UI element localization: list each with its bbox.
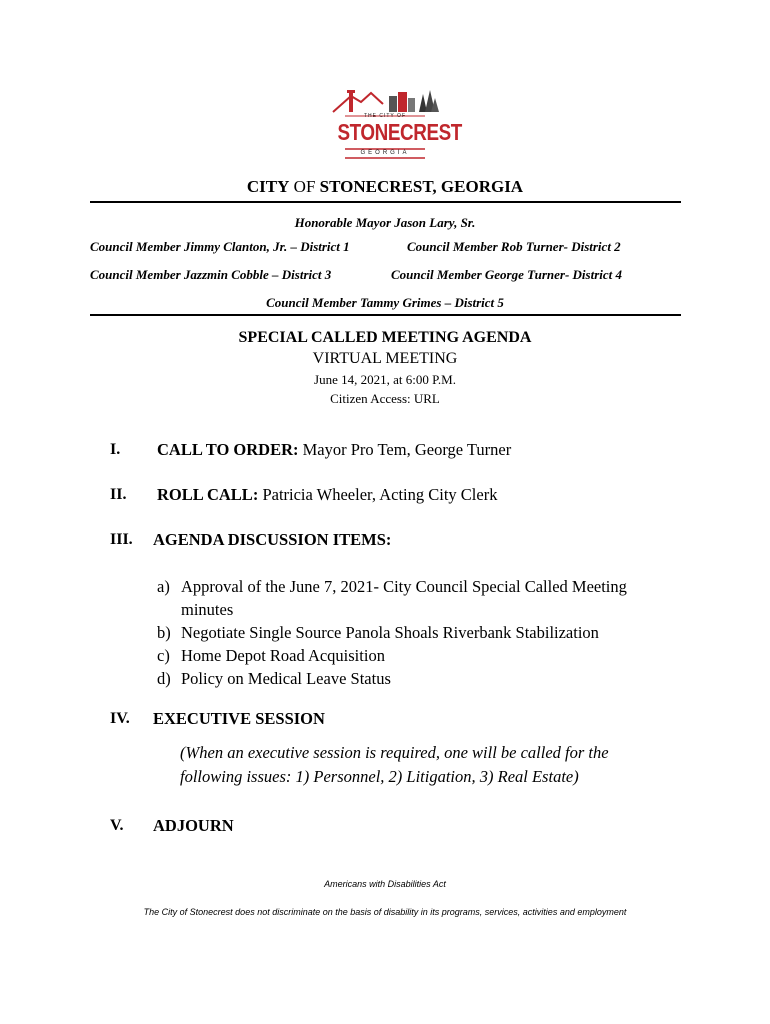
list-item-text: Approval of the June 7, 2021- City Council Special Called Meeting minutes [181, 577, 627, 619]
council-d3: Council Member Jazzmin Cobble – District 3 [90, 267, 332, 282]
list-item [157, 667, 677, 690]
council-d5: Council Member Tammy Grimes – District 5 [266, 295, 504, 310]
council-d2: Council Member Rob Turner- District 2 [407, 239, 621, 254]
page-title: CITY OF STONECREST, GEORGIA [246, 177, 524, 196]
item-roll-call: ROLL CALL: Patricia Wheeler, Acting City Clerk [157, 485, 498, 504]
executive-session-note: (When an executive session is required, one will be called for the following issues: 1) Personnel, 2) Litigation, 3) Real Estate) [180, 743, 609, 786]
item-iii-number: III. [110, 531, 133, 548]
discussion-items-list [157, 575, 677, 690]
footer-ada: Americans with Disabilities Act [324, 879, 446, 889]
item-i-number: I. [110, 441, 121, 458]
logo-city-name: STONECREST [337, 119, 462, 145]
list-item-text: Policy on Medical Leave Status [181, 669, 391, 688]
list-item-label: a) [157, 577, 170, 596]
header-rule-top [90, 201, 681, 203]
mayor-line: Honorable Mayor Jason Lary, Sr. [294, 215, 476, 230]
item-discussion-heading: AGENDA DISCUSSION ITEMS: [153, 530, 392, 549]
list-item-label: d) [157, 669, 171, 688]
item-adjourn: ADJOURN [153, 816, 234, 835]
list-item-label: b) [157, 623, 171, 642]
list-item [157, 621, 677, 644]
item-executive-session: EXECUTIVE SESSION [153, 709, 325, 728]
logo-state: GEORGIA [360, 150, 410, 156]
list-item [157, 644, 677, 667]
logo-top-text: THE CITY OF [363, 113, 407, 119]
item-call-to-order: CALL TO ORDER: Mayor Pro Tem, George Turner [157, 440, 512, 459]
council-d1: Council Member Jimmy Clanton, Jr. – District 1 [90, 239, 350, 254]
list-item-text: Negotiate Single Source Panola Shoals Riverbank Stabilization [181, 623, 599, 642]
citizen-access: Citizen Access: URL [330, 391, 440, 406]
item-iv-number: IV. [110, 710, 130, 727]
list-item-text: Home Depot Road Acquisition [181, 646, 385, 665]
list-item-label: c) [157, 646, 170, 665]
council-d4: Council Member George Turner- District 4 [391, 267, 622, 282]
item-v-number: V. [110, 817, 124, 834]
footer-statement: The City of Stonecrest does not discriminate on the basis of disability in its programs, services, activities and employment [143, 907, 627, 917]
meeting-type: VIRTUAL MEETING [312, 350, 458, 367]
agenda-title: SPECIAL CALLED MEETING AGENDA [238, 329, 532, 346]
meeting-datetime: June 14, 2021, at 6:00 P.M. [314, 372, 456, 387]
city-logo [327, 86, 462, 162]
header-rule-bottom [90, 314, 681, 316]
item-ii-number: II. [110, 486, 127, 503]
list-item [157, 575, 677, 621]
